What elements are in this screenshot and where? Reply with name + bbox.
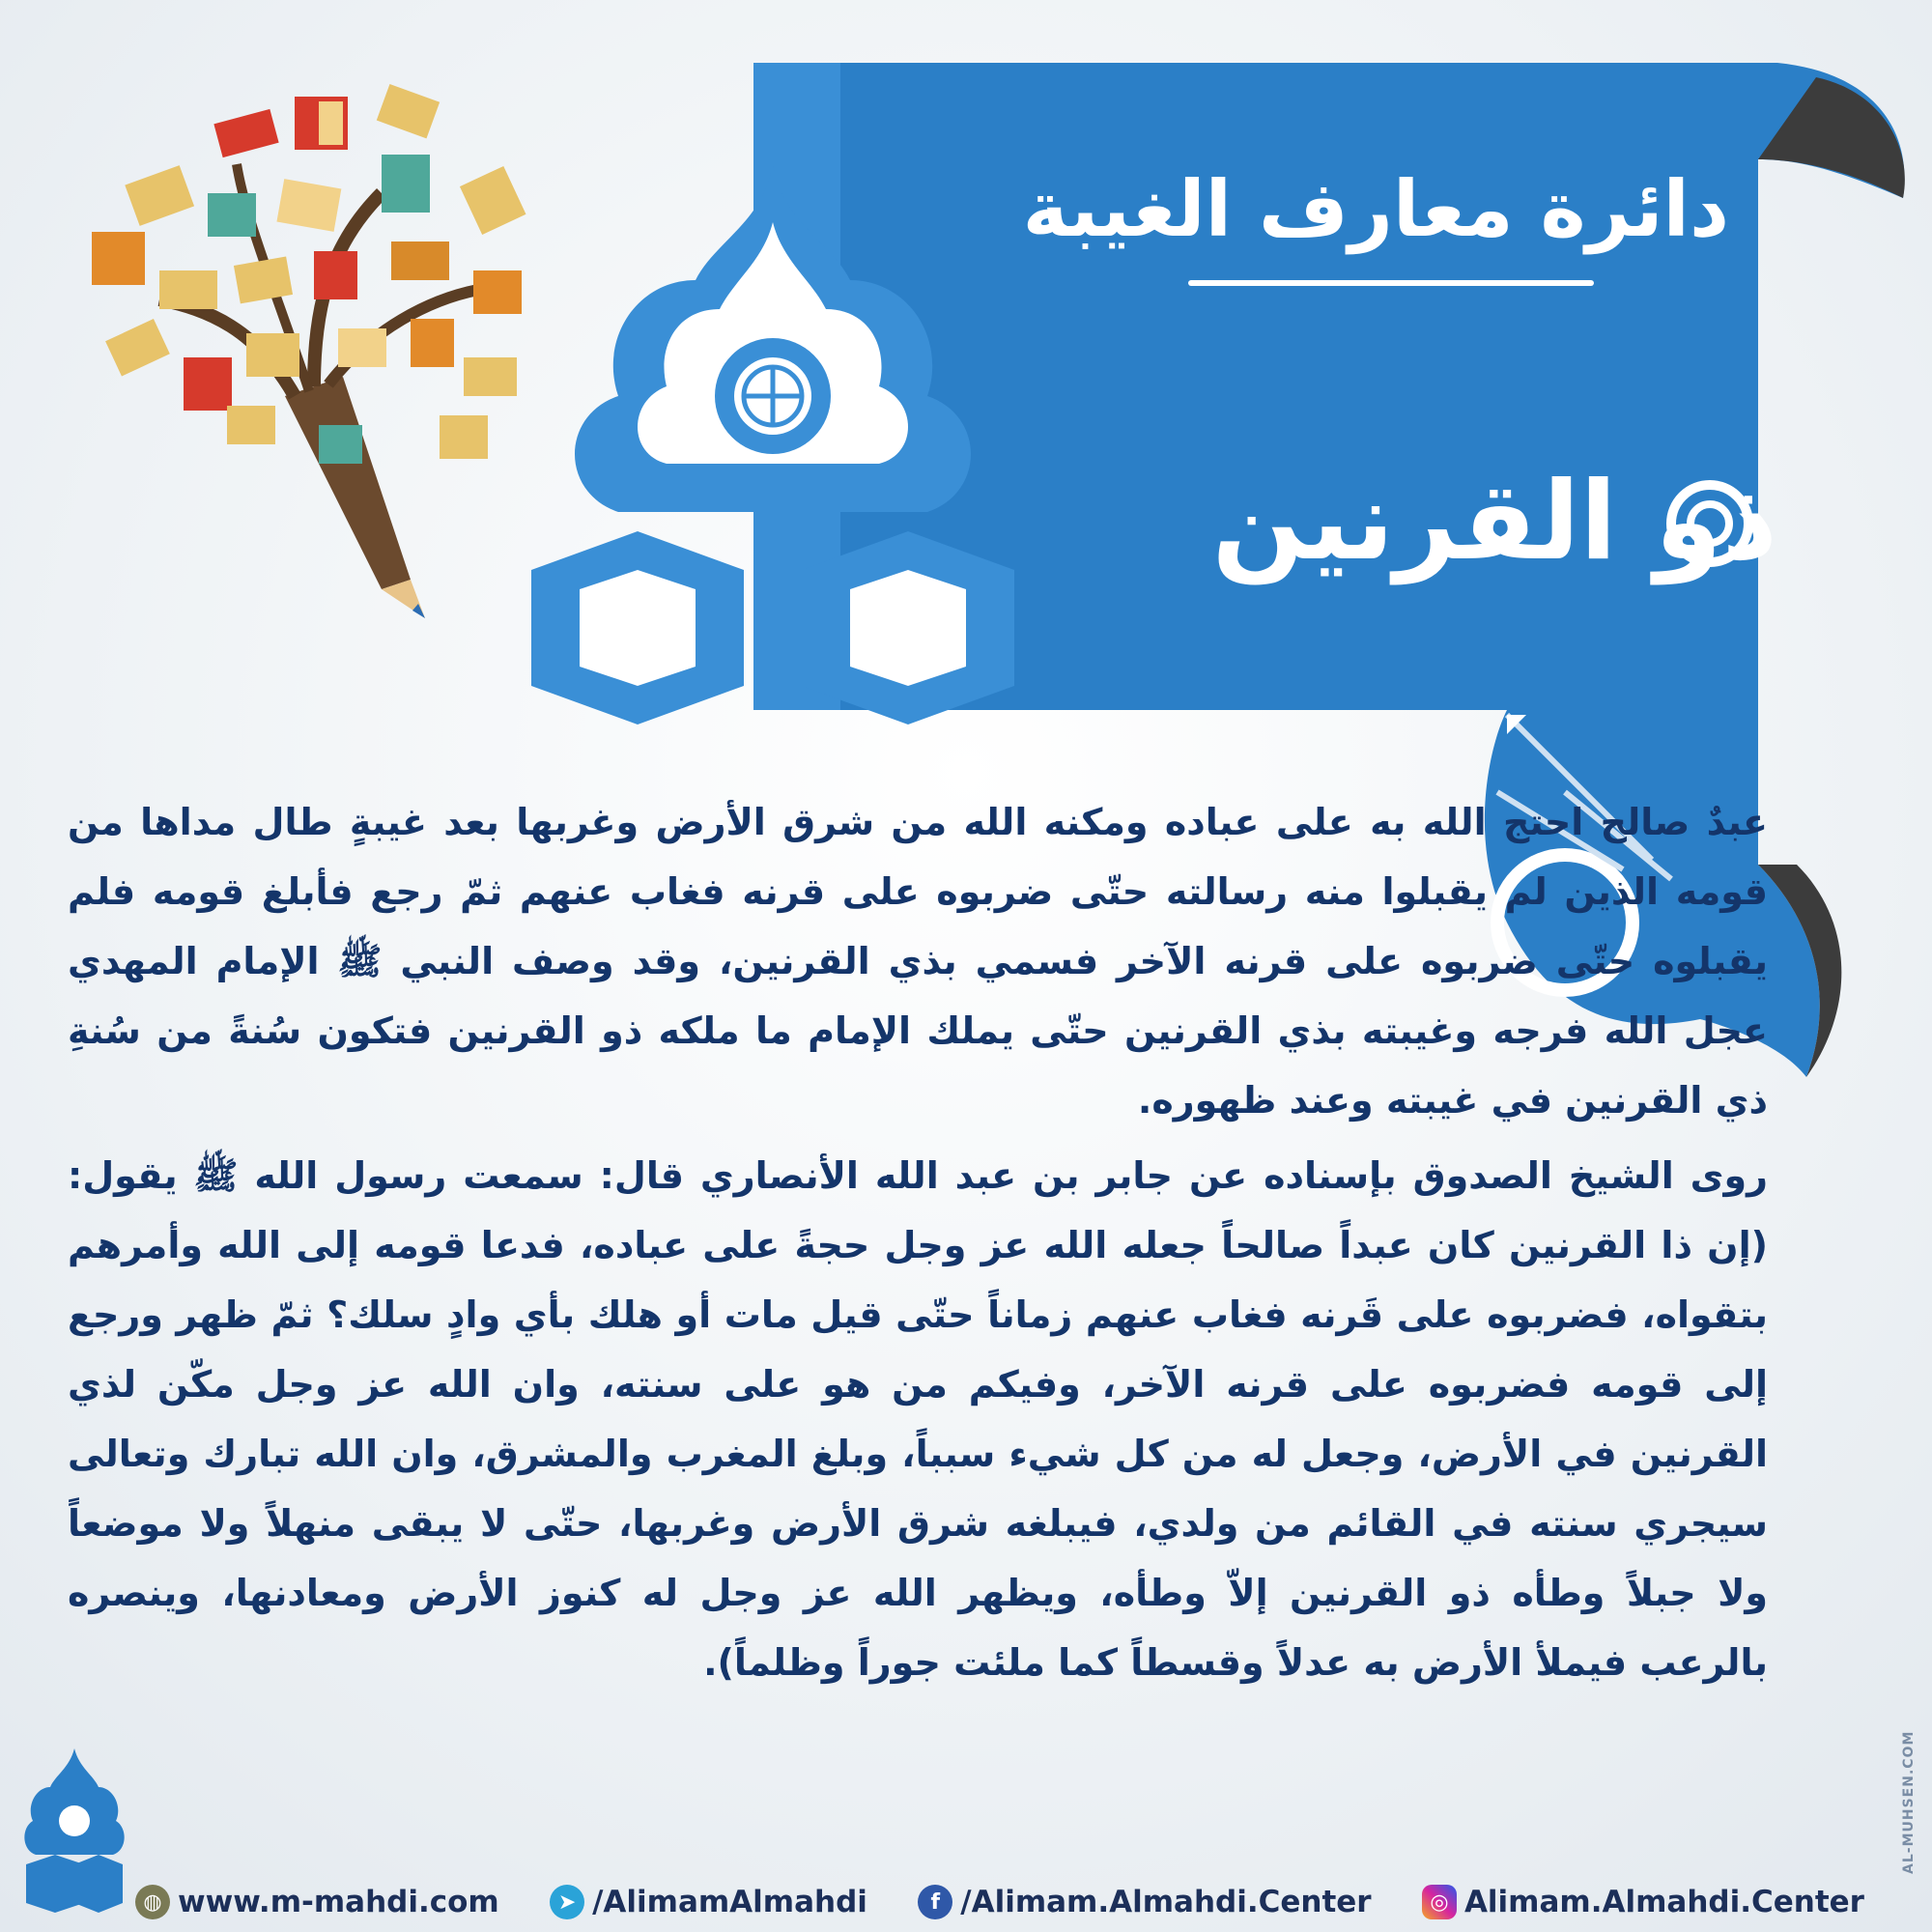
telegram-icon: ➤ [550,1885,584,1919]
telegram-text: /AlimamAlmahdi [592,1885,867,1919]
tree-of-books-illustration [92,77,536,618]
title-underline [1188,280,1594,286]
website-link[interactable] [135,1885,499,1919]
telegram-link[interactable] [550,1885,867,1919]
article-body [68,787,1768,1697]
facebook-link[interactable] [918,1885,1371,1919]
globe-icon: ◍ [135,1885,170,1919]
hadith-paragraph: روى الشيخ الصدوق بإسناده عن جابر بن عبد الله الأنصاري قال: سمعت رسول الله ﷺ يقول: (إن ذا القرنين كان عبداً صالحاً جعله الله عز وجل حجةً على عباده، فدعا قومه إلى الله وأمرهم بتقواه، فضربوه على قَرنه فغاب عنهم زماناً حتّى قيل مات أو هلك بأي وادٍ سلك؟ ثمّ ظهر ورجع إلى قومه فضربوه على قرنه الآخر، وفيكم من هو على سنته، وان الله عز وجل مكّن لذي القرنين في الأرض، وجعل له من كل شيء سبباً، وبلغ المغرب والمشرق، وان الله تبارك وتعالى سيجري سنته في القائم من ولدي، فيبلغه شرق الأرض وغربها، حتّى لا يبقى منهلاً ولا موضعاً ولا جبلاً وطأه ذو القرنين إلاّ وطأه، ويظهر الله عز وجل له كنوز الأرض ومعادنها، وينصره بالرعب فيملأ الأرض به عدلاً وقسطاً كما ملئت جوراً وظلماً). [68,1154,1768,1684]
intro-paragraph: عبدٌ صالح احتج الله به على عباده ومكنه الله من شرق الأرض وغربها بعد غيبةٍ طال مداها من قومه الذين لم يقبلوا منه رسالته حتّى ضربوه على قرنه فغاب عنهم ثمّ رجع فأبلغ قومه فلم يقبلوه حتّى ضربوه على قرنه الآخر فسمي بذي القرنين، وقد وصف النبي ﷺ الإمام المهدي عجل الله فرجه وغيبته بذي القرنين حتّى يملك الإمام ما ملكه ذو القرنين فتكون سُنةً من سُنةِ ذي القرنين في غيبته وعند ظهوره. [68,801,1768,1122]
mosque-emblem [522,164,1024,744]
instagram-icon: ◎ [1422,1885,1457,1919]
ring-icon [1662,475,1758,572]
facebook-text: /Alimam.Almahdi.Center [960,1885,1372,1919]
corner-logo [21,1748,128,1913]
series-title: دائرة معارف الغيبة [1022,164,1729,254]
topic-title: ذو القرنين [1211,459,1777,584]
facebook-icon: f [918,1885,952,1919]
side-watermark: AL-MUHSEN.COM [1901,1730,1917,1874]
instagram-link[interactable] [1422,1885,1864,1919]
footer-links [135,1879,1864,1925]
website-text: www.m-mahdi.com [178,1885,499,1919]
instagram-text: Alimam.Almahdi.Center [1463,1885,1864,1919]
